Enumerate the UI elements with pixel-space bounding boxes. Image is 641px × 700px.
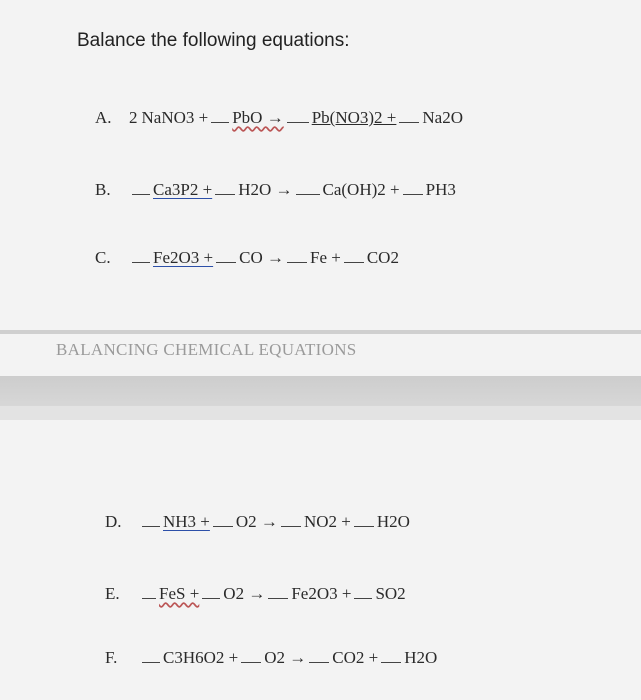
coefficient-blank[interactable]	[216, 248, 236, 263]
reactant-2: O2 →	[235, 512, 278, 531]
product-1: Fe +	[310, 248, 341, 267]
coefficient-blank[interactable]	[142, 648, 160, 663]
reactant-2: O2 →	[223, 584, 266, 603]
coefficient-blank[interactable]	[403, 180, 423, 195]
reactant-2: PbO →	[232, 108, 284, 127]
equation-d	[105, 512, 410, 532]
reactant-1: NaNO3 +	[141, 108, 209, 127]
equation-label: E.	[105, 584, 120, 603]
product-1: CO2 +	[332, 648, 379, 667]
equation-c	[95, 248, 399, 268]
reactant-1: Ca3P2 +	[153, 180, 213, 199]
section-bar-shadow	[0, 406, 641, 420]
equation-e	[105, 584, 406, 604]
section-divider	[0, 330, 641, 334]
product-2: H2O	[376, 512, 410, 531]
coefficient-blank[interactable]	[215, 180, 235, 195]
coefficient-blank[interactable]	[399, 108, 419, 123]
reactant-1: Fe2O3 +	[153, 248, 214, 267]
product-1: NO2 +	[303, 512, 351, 531]
equation-label: B.	[95, 180, 111, 199]
product-2: H2O	[404, 648, 438, 667]
coefficient-blank[interactable]	[344, 248, 364, 263]
coefficient-blank[interactable]	[132, 180, 150, 195]
product-1: Ca(OH)2 +	[322, 180, 400, 199]
coefficient-blank[interactable]	[132, 248, 150, 263]
coefficient-answer: 2	[129, 108, 138, 127]
reactant-1: C3H6O2 +	[163, 648, 239, 667]
product-2: Na2O	[422, 108, 463, 127]
coefficient-blank[interactable]	[309, 648, 329, 663]
reactant-1: NH3 +	[163, 512, 210, 531]
coefficient-blank[interactable]	[381, 648, 401, 663]
coefficient-blank[interactable]	[142, 584, 156, 599]
product-1: Fe2O3 +	[291, 584, 352, 603]
coefficient-blank[interactable]	[211, 108, 229, 123]
reactant-2: H2O →	[238, 180, 293, 199]
equation-label: A.	[95, 108, 112, 127]
coefficient-blank[interactable]	[354, 512, 374, 527]
coefficient-blank[interactable]	[281, 512, 301, 527]
product-2: PH3	[425, 180, 456, 199]
coefficient-blank[interactable]	[287, 248, 307, 263]
worksheet-heading: Balance the following equations:	[77, 30, 350, 51]
product-2: CO2	[366, 248, 399, 267]
coefficient-blank[interactable]	[354, 584, 372, 599]
section-title: BALANCING CHEMICAL EQUATIONS	[56, 340, 357, 359]
reactant-1: FeS +	[159, 584, 200, 603]
equation-label: D.	[105, 512, 122, 531]
product-1: Pb(NO3)2 +	[311, 108, 397, 127]
product-2: SO2	[375, 584, 406, 603]
equation-label: F.	[105, 648, 118, 667]
coefficient-blank[interactable]	[268, 584, 288, 599]
coefficient-blank[interactable]	[296, 180, 320, 195]
reactant-2: CO →	[239, 248, 284, 267]
equation-a	[95, 108, 463, 128]
equation-b	[95, 180, 456, 200]
coefficient-blank[interactable]	[287, 108, 309, 123]
coefficient-blank[interactable]	[213, 512, 233, 527]
coefficient-blank[interactable]	[202, 584, 220, 599]
coefficient-blank[interactable]	[241, 648, 261, 663]
coefficient-blank[interactable]	[142, 512, 160, 527]
section-bar	[0, 376, 641, 406]
equation-label: C.	[95, 248, 111, 267]
equation-f	[105, 648, 437, 668]
reactant-2: O2 →	[264, 648, 307, 667]
